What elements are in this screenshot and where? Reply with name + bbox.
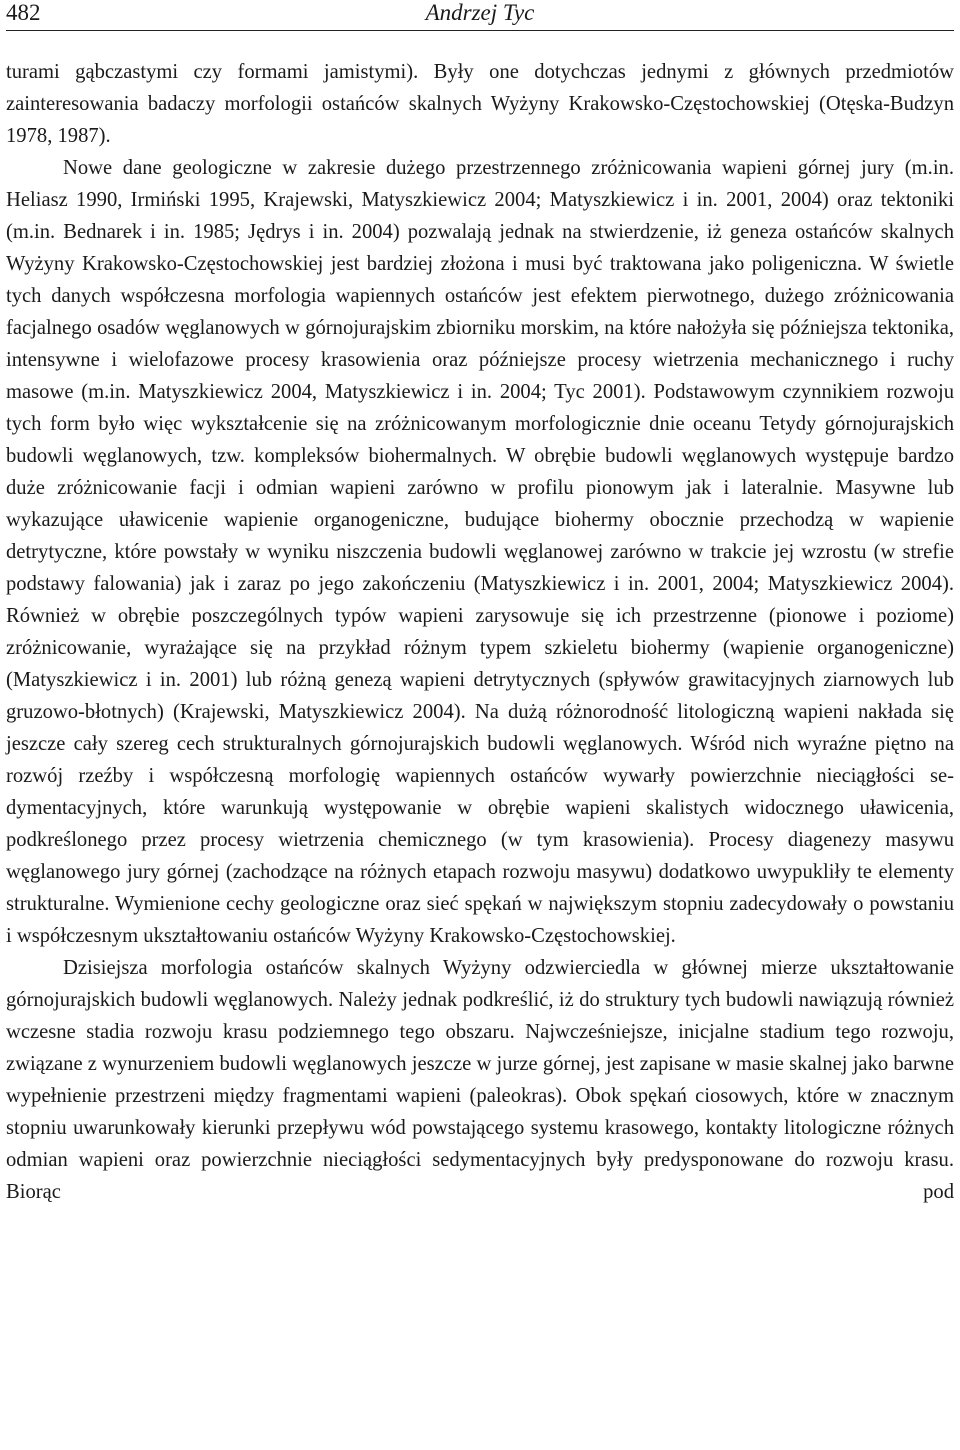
paragraph-continued: turami gąbczastymi czy formami jamistymi). Były one dotychczas jednymi z głównych przedmiotów zainteresowania badaczy morfologii ostańców skalnych Wyżyny Krakowsko-Częstochowskiej (Otęska-Budzyn 1978, 1987). [6,61,954,147]
paragraph-geology: Nowe dane geologiczne w zakresie dużego przestrzennego zróżnicowania wapieni górnej jury (m.in. Heliasz 1990, Irmiński 1995, Krajewski, Matyszkiewicz 2004; Matyszkiewicz i in. 2001, 2004) oraz tektoniki (m.in. Bednarek i in. 1985; Jędrys i in. 2004) pozwalają jednak na stwierdzenie, iż geneza ostańców skalnych Wyżyny Krakowsko-Częstochowskiej jest bardziej złożona i musi być traktowana jako poligeniczna. W świetle tych danych współczesna morfologia wapiennych ostańców jest efektem pierwotnego, dużego zróżnicowania facjalnego osadów węglanowych w górnojurajskim zbiorniku morskim, na które nałożyła się późniejsza tektonika, intensywne i wielofazowe procesy krasowienia oraz późniejsze procesy wietrzenia mechanicznego i ruchy masowe (m.in. Matyszkiewicz 2004, Matyszkiewicz i in. 2004; Tyc 2001). Podstawowym czynnikiem rozwoju tych form było więc wykształcenie się na zróżnicowanym morfologicznie dnie oceanu Tetydy górnojurajskich budowli węglanowych, tzw. kompleksów biohermalnych. W obrębie budowli węglanowych występuje bardzo duże zróżnicowanie facji i odmian wapieni zarówno w profilu pionowym jak i lateralnie. Masywne lub wykazujące uławicenie wapienie organogeniczne, budujące biohermy obocznie przechodzą w wapienie detrytyczne, które powstały w wyniku niszczenia budowli węglanowej zarówno w trakcie jej wzrostu (w strefie podstawy falowania) jak i zaraz po jego zakończeniu (Matyszkiewicz i in. 2001, 2004; Matyszkiewicz 2004). Również w obrębie poszczególnych typów wapieni zarysowuje się ich przestrzenne (pionowe i poziome) zróżnicowanie, wyrażające się na przykład różnym typem szkieletu biohermy (wapienie organogeniczne) (Matyszkiewicz i in. 2001) lub różną genezą wapieni detrytycznych (spływów grawitacyjnych ziarnowych lub gruzowo-błotnych) (Krajewski, Matyszkiewicz 2004). Na dużą różnorodność litologiczną wapieni nakłada się jeszcze cały szereg cech strukturalnych górnojurajskich budowli węglanowych. Wśród nich wyraźne piętno na rozwój rzeźby i współczesną morfologię wapiennych ostańców wywarły powierzchnie nieciągłości sedymentacyjnych, które warunkują występowanie w obrębie wapieni skalistych widocznego uławicenia, podkreślonego przez procesy wietrzenia chemicznego (w tym krasowienia). Procesy diagenezy masywu węglanowego jury górnej (zachodzące na różnych etapach rozwoju masywu) dodatkowo uwypukliły te elementy strukturalne. Wymienione cechy geologiczne oraz sieć spękań w największym stopniu zadecydowały o powstaniu i współczesnym ukształtowaniu ostańców Wyżyny Krakowsko-Częstochowskiej. [6,157,954,947]
running-head: Andrzej Tyc [425,0,535,25]
body-text [6,56,954,1208]
paragraph-morphology: Dzisiejsza morfologia ostańców skalnych Wyżyny odzwierciedla w głównej mierze ukształtowanie górnojurajskich budowli węglanowych. Należy jednak podkreślić, iż do struktury tych budowli nawiązują również wczesne stadia rozwoju krasu podziemnego tego obszaru. Najwcześniejsze, inicjalne stadium tego rozwoju, związane z wynurzeniem budowli węglanowych jeszcze w jurze górnej, jest zapisane w masie skalnej jako barwne wypełnienie przestrzeni między fragmentami wapieni (paleokras). Obok spękań ciosowych, które w znacznym stopniu uwarunkowały kierunki przepływu wód powstającego systemu krasowego, kontakty litologiczne różnych odmian wapieni oraz powierzchnie nieciągłości sedymentacyjnych były predysponowane do rozwoju krasu. Biorąc pod [6,957,954,1203]
page-number: 482 [6,0,41,25]
page-header [6,0,954,31]
